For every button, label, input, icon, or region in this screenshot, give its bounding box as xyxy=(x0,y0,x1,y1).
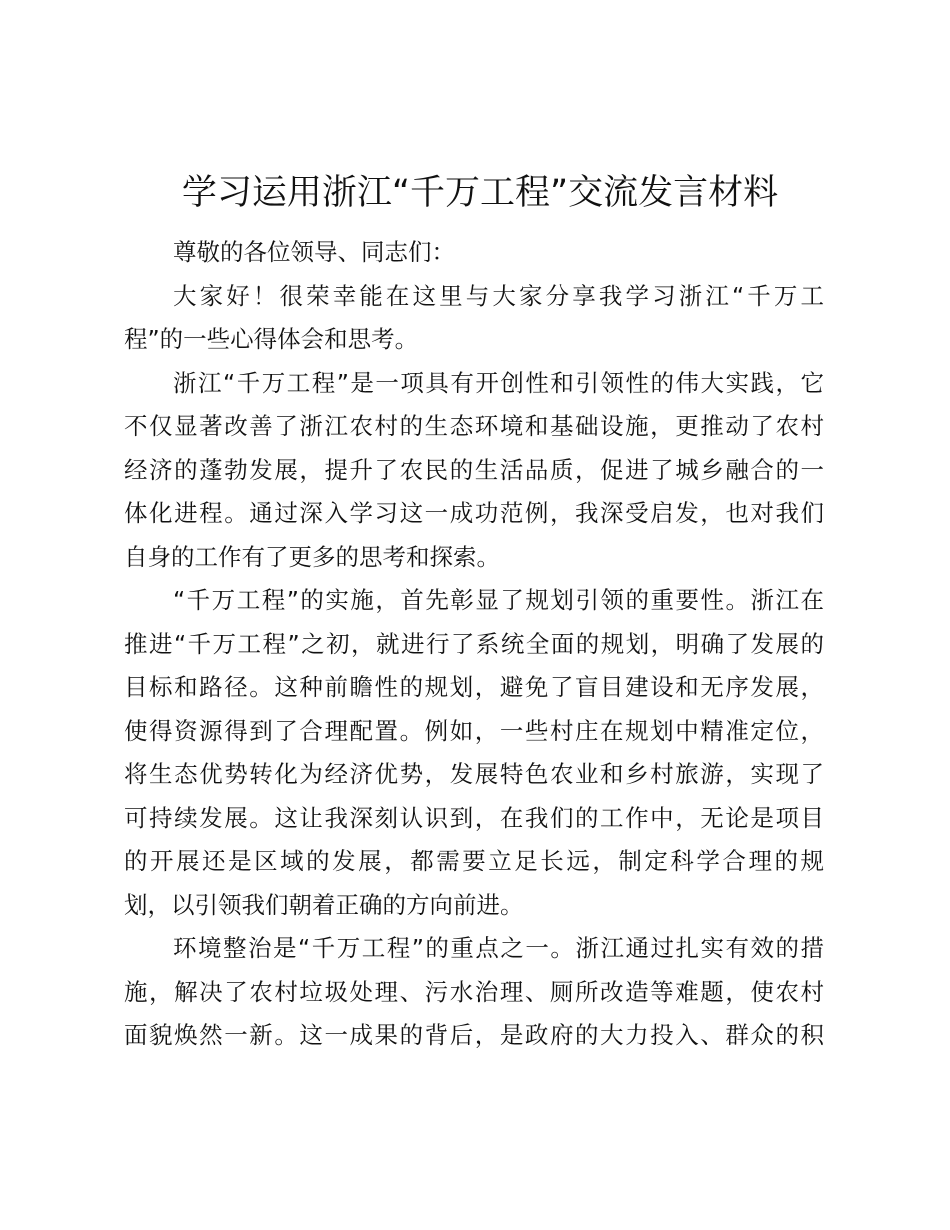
body-line: 经济的蓬勃发展，提升了农民的生活品质，促进了城乡融合的一 xyxy=(124,455,824,484)
body-line: 的开展还是区域的发展，都需要立足长远，制定科学合理的规 xyxy=(124,847,824,875)
document-title: 学习运用浙江“千万工程”交流发言材料 xyxy=(181,173,779,213)
body-line: 面貌焕然一新。这一成果的背后，是政府的大力投入、群众的积 xyxy=(124,1021,824,1049)
body-line: 施，解决了农村垃圾处理、污水治理、厕所改造等难题，使农村 xyxy=(124,977,824,1006)
body-line: 浙江“千万工程”是一项具有开创性和引领性的伟大实践，它 xyxy=(173,368,824,397)
body-line: 不仅显著改善了浙江农村的生态环境和基础设施，更推动了农村 xyxy=(124,412,824,440)
body-line: 使得资源得到了合理配置。例如，一些村庄在规划中精准定位， xyxy=(124,716,824,745)
body-line: 可持续发展。这让我深刻认识到，在我们的工作中，无论是项目 xyxy=(124,803,824,832)
body-line: 将生态优势转化为经济优势，发展特色农业和乡村旅游，实现了 xyxy=(124,760,824,788)
body-line: 推进“千万工程”之初，就进行了系统全面的规划，明确了发展的 xyxy=(124,629,824,658)
body-line: 划，以引领我们朝着正确的方向前进。 xyxy=(124,890,524,919)
body-line: “千万工程”的实施，首先彰显了规划引领的重要性。浙江在 xyxy=(173,586,824,614)
document-body xyxy=(124,231,824,1058)
body-line: 目标和路径。这种前瞻性的规划，避免了盲目建设和无序发展， xyxy=(124,673,824,701)
body-line: 自身的工作有了更多的思考和探索。 xyxy=(124,542,500,571)
body-line: 体化进程。通过深入学习这一成功范例，我深受启发，也对我们 xyxy=(124,499,824,527)
body-line: 尊敬的各位领导、同志们： xyxy=(173,238,455,266)
body-line: 大家好！很荣幸能在这里与大家分享我学习浙江“千万工 xyxy=(173,281,824,310)
body-line: 环境整治是“千万工程”的重点之一。浙江通过扎实有效的措 xyxy=(173,934,824,962)
body-line: 程”的一些心得体会和思考。 xyxy=(124,325,419,353)
